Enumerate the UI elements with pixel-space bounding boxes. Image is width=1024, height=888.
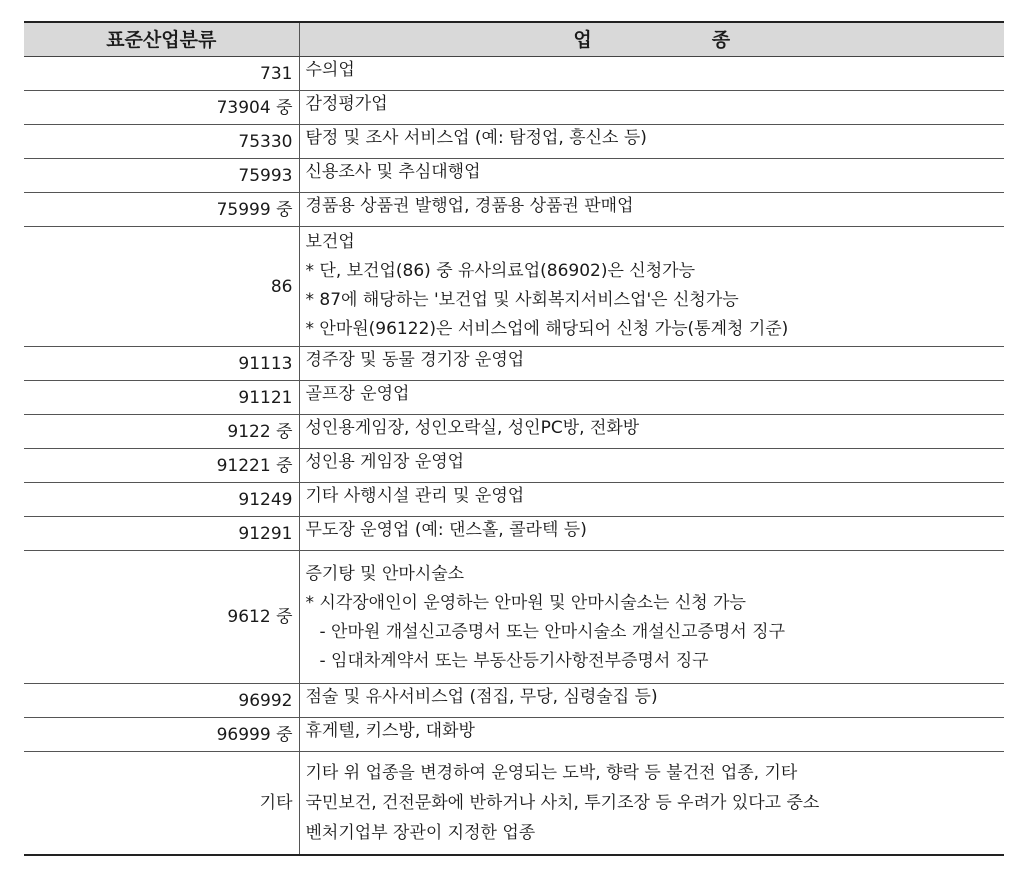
header-code: 표준산업분류 bbox=[24, 22, 299, 57]
industry-code: 기타 bbox=[24, 752, 299, 856]
industry-code: 75999 중 bbox=[24, 193, 299, 227]
header-industry bbox=[299, 22, 1004, 57]
desc-line: 골프장 운영업 bbox=[305, 384, 410, 404]
desc-line: 탐정 및 조사 서비스업 (예: 탐정업, 흥신소 등) bbox=[305, 128, 647, 148]
desc-line: 경품용 상품권 발행업, 경품용 상품권 판매업 bbox=[305, 196, 634, 216]
header-industry-b: 종 bbox=[711, 28, 731, 51]
desc-line: 신용조사 및 추심대행업 bbox=[305, 162, 481, 182]
industry-desc bbox=[299, 347, 1004, 381]
industry-desc bbox=[299, 551, 1004, 684]
desc-line: 기타 사행시설 관리 및 운영업 bbox=[305, 486, 525, 506]
desc-note: * 시각장애인이 운영하는 안마원 및 안마시술소는 신청 가능 bbox=[305, 593, 746, 613]
table-row bbox=[24, 718, 1004, 752]
desc-line: 기타 위 업종을 변경하여 운영되는 도박, 향락 등 불건전 업종, 기타 bbox=[305, 763, 798, 783]
table-row bbox=[24, 57, 1004, 91]
industry-code: 731 bbox=[24, 57, 299, 91]
table-row bbox=[24, 551, 1004, 684]
table-row bbox=[24, 91, 1004, 125]
industry-code: 91121 bbox=[24, 381, 299, 415]
industry-code: 73904 중 bbox=[24, 91, 299, 125]
industry-code: 96992 bbox=[24, 684, 299, 718]
desc-line: 점술 및 유사서비스업 (점집, 무당, 심령술집 등) bbox=[305, 687, 658, 707]
table-header-row bbox=[24, 22, 1004, 57]
table-row bbox=[24, 752, 1004, 856]
desc-line: 보건업 bbox=[305, 232, 355, 252]
industry-code: 9122 중 bbox=[24, 415, 299, 449]
industry-desc bbox=[299, 91, 1004, 125]
table-row bbox=[24, 159, 1004, 193]
desc-line: 경주장 및 동물 경기장 운영업 bbox=[305, 350, 525, 370]
industry-desc bbox=[299, 684, 1004, 718]
industry-desc bbox=[299, 449, 1004, 483]
industry-desc bbox=[299, 752, 1004, 856]
header-industry-a: 업 bbox=[573, 28, 592, 51]
industry-desc bbox=[299, 125, 1004, 159]
table-row bbox=[24, 125, 1004, 159]
table-row bbox=[24, 347, 1004, 381]
industry-desc bbox=[299, 227, 1004, 347]
table-row bbox=[24, 517, 1004, 551]
table-row bbox=[24, 381, 1004, 415]
desc-line: 증기탕 및 안마시술소 bbox=[305, 564, 465, 584]
industry-desc bbox=[299, 159, 1004, 193]
desc-note: * 단, 보건업(86) 중 유사의료업(86902)은 신청가능 bbox=[305, 261, 695, 281]
industry-desc bbox=[299, 381, 1004, 415]
industry-desc bbox=[299, 483, 1004, 517]
desc-line: 성인용게임장, 성인오락실, 성인PC방, 전화방 bbox=[305, 418, 640, 438]
desc-subnote: - 임대차계약서 또는 부동산등기사항전부증명서 징구 bbox=[319, 651, 709, 671]
industry-code: 91221 중 bbox=[24, 449, 299, 483]
desc-line: 국민보건, 건전문화에 반하거나 사치, 투기조장 등 우려가 있다고 중소 bbox=[305, 793, 820, 813]
industry-code: 91291 bbox=[24, 517, 299, 551]
industry-code: 9612 중 bbox=[24, 551, 299, 684]
table-row bbox=[24, 415, 1004, 449]
table-row bbox=[24, 227, 1004, 347]
industry-code: 96999 중 bbox=[24, 718, 299, 752]
desc-note: * 87에 해당하는 '보건업 및 사회복지서비스업'은 신청가능 bbox=[305, 290, 739, 310]
table-row bbox=[24, 684, 1004, 718]
industry-code: 86 bbox=[24, 227, 299, 347]
industry-desc bbox=[299, 718, 1004, 752]
desc-line: 성인용 게임장 운영업 bbox=[305, 452, 465, 472]
table-row bbox=[24, 483, 1004, 517]
table-row bbox=[24, 449, 1004, 483]
desc-line: 무도장 운영업 (예: 댄스홀, 콜라텍 등) bbox=[305, 520, 587, 540]
industry-desc bbox=[299, 415, 1004, 449]
desc-line: 감정평가업 bbox=[305, 94, 388, 114]
industry-code: 91113 bbox=[24, 347, 299, 381]
desc-note: * 안마원(96122)은 서비스업에 해당되어 신청 가능(통계청 기준) bbox=[305, 319, 789, 339]
desc-line: 휴게텔, 키스방, 대화방 bbox=[305, 721, 475, 741]
table-row bbox=[24, 193, 1004, 227]
industry-code: 75993 bbox=[24, 159, 299, 193]
industry-desc bbox=[299, 193, 1004, 227]
restricted-industry-table bbox=[24, 21, 1004, 856]
industry-desc bbox=[299, 517, 1004, 551]
industry-desc bbox=[299, 57, 1004, 91]
industry-code: 75330 bbox=[24, 125, 299, 159]
industry-code: 91249 bbox=[24, 483, 299, 517]
desc-line: 벤처기업부 장관이 지정한 업종 bbox=[305, 823, 536, 843]
desc-subnote: - 안마원 개설신고증명서 또는 안마시술소 개설신고증명서 징구 bbox=[319, 622, 786, 642]
desc-line: 수의업 bbox=[305, 60, 355, 80]
